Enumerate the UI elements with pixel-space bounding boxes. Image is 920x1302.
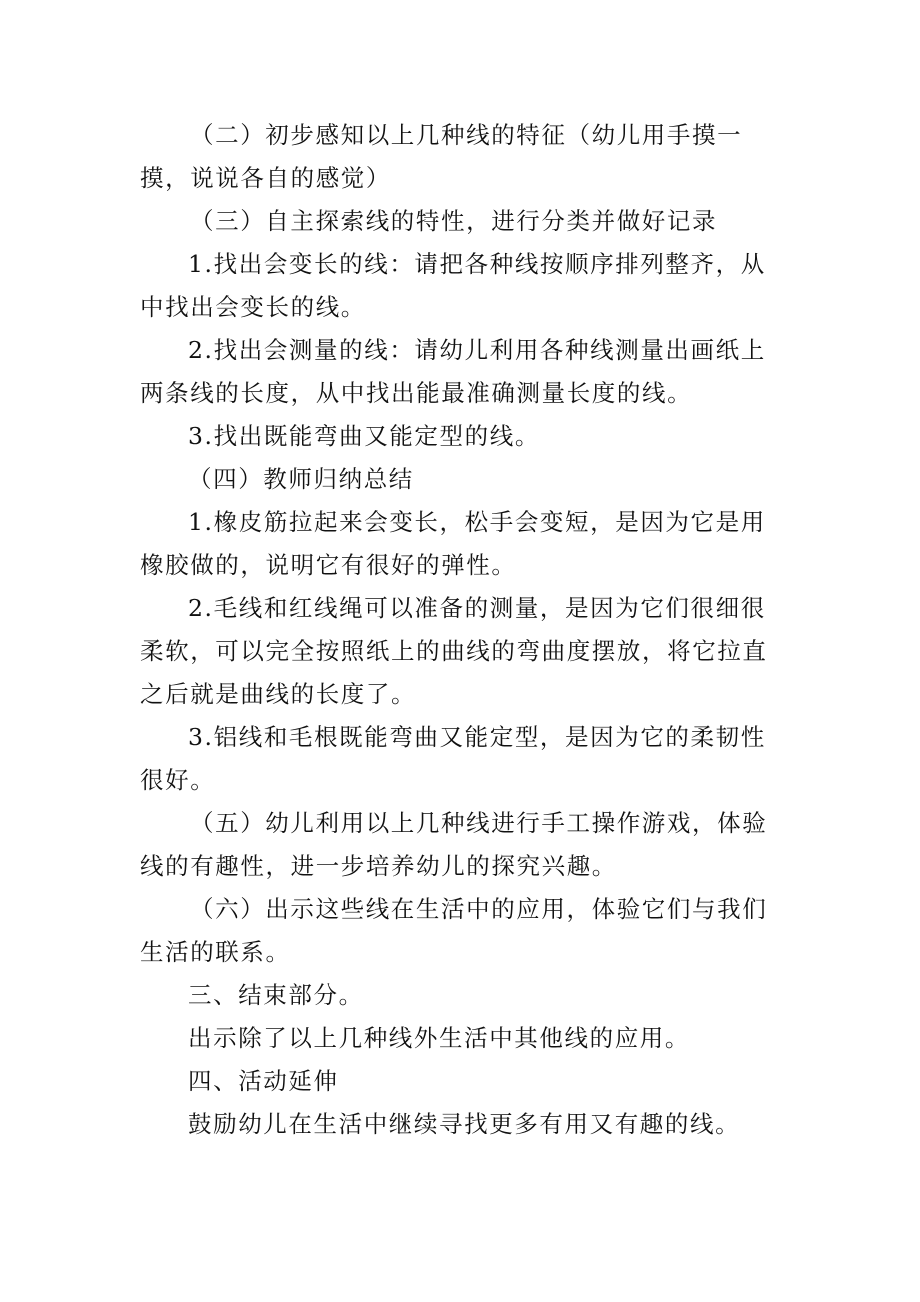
- section-5-heading: （五）幼儿利用以上几种线进行手工操作游戏，体验线的有趣性，进一步培养幼儿的探究兴趣。: [140, 809, 768, 880]
- part-3-heading: 三、结束部分。: [188, 981, 364, 1009]
- section-3-item-1: 1.找出会变长的线：请把各种线按顺序排列整齐，从中找出会变长的线。: [140, 250, 766, 321]
- section-3-item-3: 3.找出既能弯曲又能定型的线。: [188, 422, 540, 450]
- section-4-item-2: 2.毛线和红线绳可以准备的测量，是因为它们很细很柔软，可以完全按照纸上的曲线的弯曲度摆放，将它拉直之后就是曲线的长度了。: [140, 594, 768, 708]
- section-3-item-2: 2.找出会测量的线：请幼儿利用各种线测量出画纸上两条线的长度，从中找出能最准确测量长度的线。: [140, 336, 766, 407]
- section-2-heading: （二）初步感知以上几种线的特征（幼儿用手摸一摸，说说各自的感觉）: [140, 121, 743, 192]
- part-4-text: 鼓励幼儿在生活中继续寻找更多有用又有趣的线。: [188, 1110, 741, 1138]
- section-6-heading: （六）出示这些线在生活中的应用，体验它们与我们生活的联系。: [140, 895, 768, 966]
- section-4-item-1: 1.橡皮筋拉起来会变长，松手会变短，是因为它是用橡胶做的，说明它有很好的弹性。: [140, 508, 766, 579]
- part-3-text: 出示除了以上几种线外生活中其他线的应用。: [188, 1024, 690, 1052]
- part-4-heading: 四、活动延伸: [188, 1067, 339, 1095]
- section-4-item-3: 3.铝线和毛根既能弯曲又能定型，是因为它的柔韧性很好。: [140, 723, 766, 794]
- section-3-heading: （三）自主探索线的特性，进行分类并做好记录: [190, 207, 718, 235]
- document-body: [140, 114, 790, 1146]
- section-4-heading: （四）教师归纳总结: [188, 465, 414, 493]
